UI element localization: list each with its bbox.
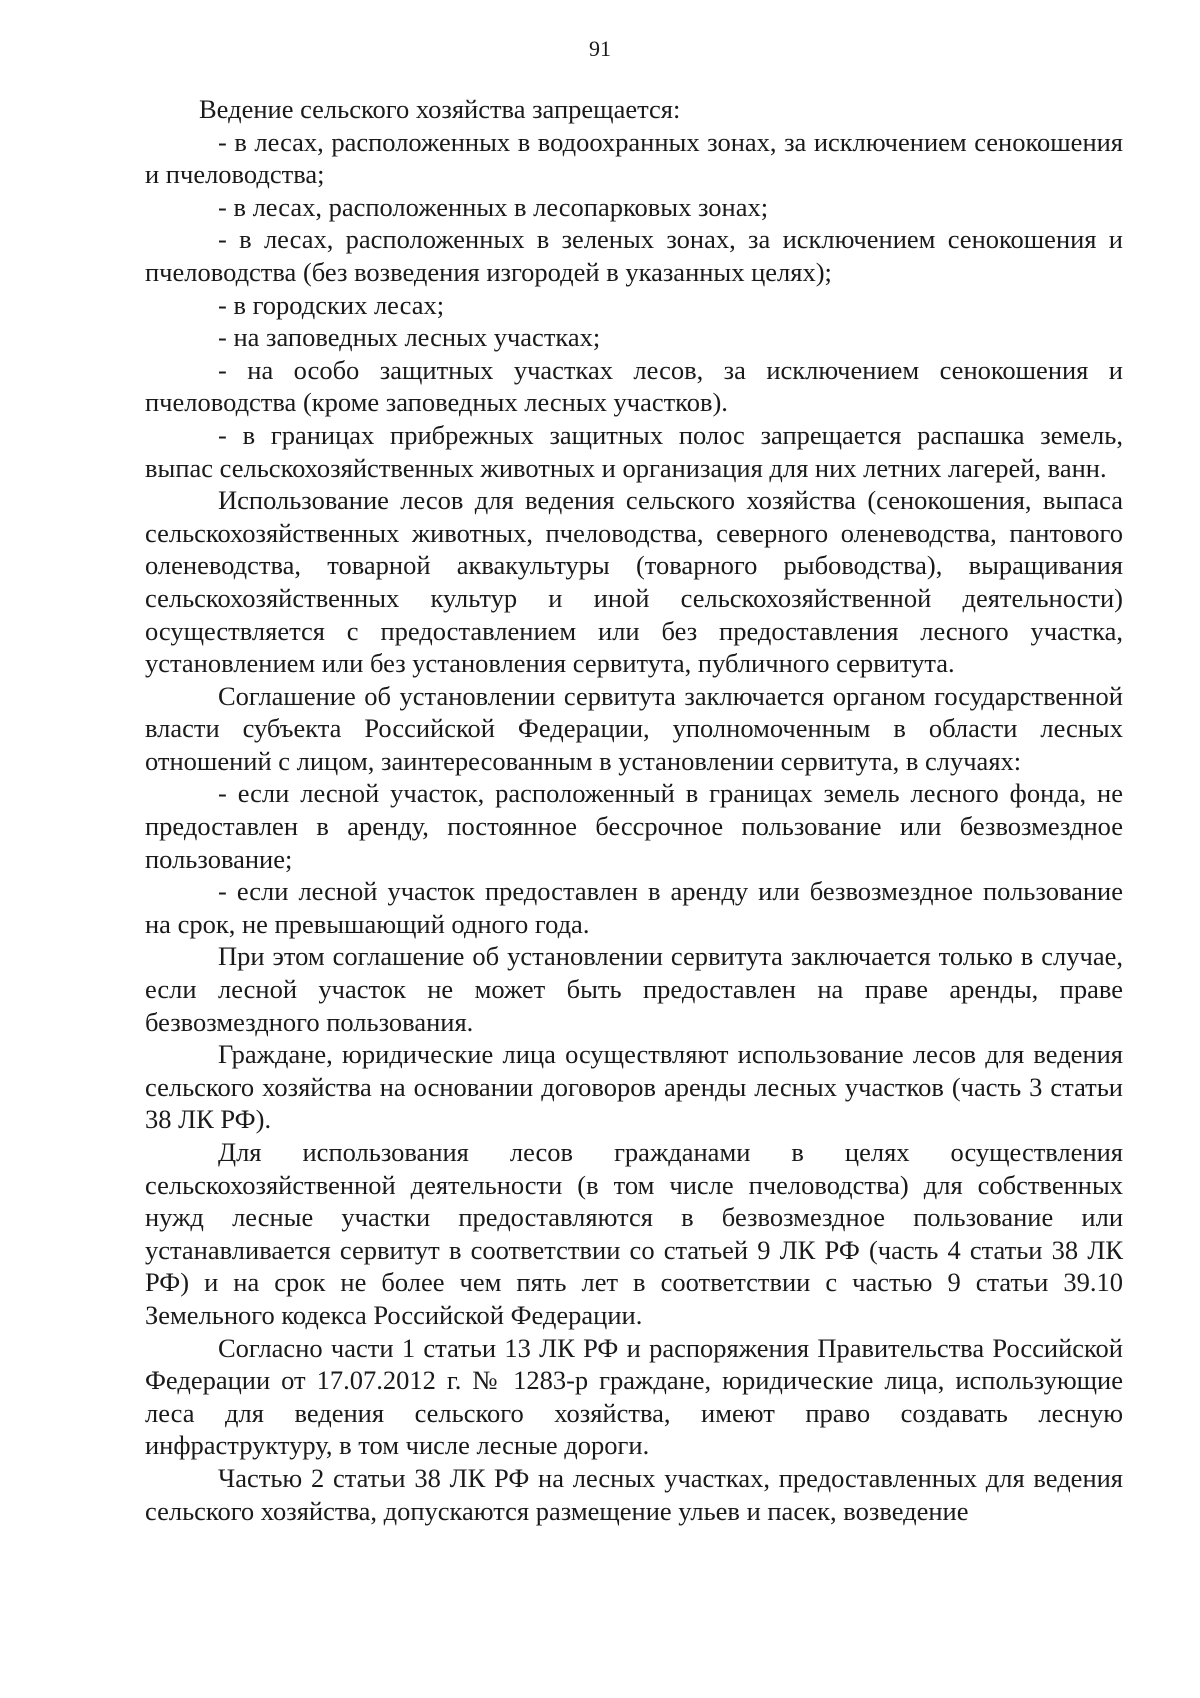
list-item-city-forests: - в городских лесах; [218,289,445,320]
list-item-water-protection: - в лесах, расположенных в водоохранных зонах, за исключением сенокошения и пчеловодства; [145,126,1123,190]
paragraph-citizens-use: Для использования лесов гражданами в целях осуществления сельскохозяйственной деятельности (в том числе пчеловодства) для собственных нужд лесные участки предоставляются в безвозмездное пользование или устанавливается сервитут в соответствии со статьей 9 ЛК РФ (часть 4 статьи 38 ЛК РФ) и на срок не более чем пять лет в соответствии с частью 9 статьи 39.10 Земельного кодекса Российской Федерации. [145,1137,1123,1330]
paragraph-servitude-condition: При этом соглашение об установлении сервитута заключается только в случае, если лесной участок не может быть предоставлен на праве аренды, праве безвозмездного пользования. [145,941,1123,1037]
list-item-protective-plots: - на особо защитных участках лесов, за исключением сенокошения и пчеловодства (кроме заповедных лесных участков). [145,354,1123,418]
paragraph-forest-use: Использование лесов для ведения сельского хозяйства (сенокошения, выпаса сельскохозяйственных животных, пчеловодства, северного оленеводства, пантового оленеводства, товарной аквакультуры (товарного рыбоводства), выращивания сельскохозяйственных культур и иной сельскохозяйственной деятельности) осуществляется с предоставлением или без предоставления лесного участка, установлением или без установления сервитута, публичного сервитута. [145,485,1123,679]
paragraph-infrastructure: Согласно части 1 статьи 13 ЛК РФ и распоряжения Правительства Российской Федерации от 17.07.2012 г. № 1283-р граждане, юридические лица, использующие леса для ведения сельского хозяйства, имеют право создавать лесную инфраструктуру, в том числе лесные дороги. [145,1332,1123,1461]
document-body [145,93,1123,1527]
paragraph-intro: Ведение сельского хозяйства запрещается: [199,94,681,124]
paragraph-lease-basis: Граждане, юридические лица осуществляют использование лесов для ведения сельского хозяйства на основании договоров аренды лесных участков (часть 3 статьи 38 ЛК РФ). [145,1039,1123,1135]
list-item-short-term: - если лесной участок предоставлен в аренду или безвозмездное пользование на срок, не превышающий одного года. [145,876,1123,939]
list-item-not-leased: - если лесной участок, расположенный в границах земель лесного фонда, не предоставлен в аренду, постоянное бессрочное пользование или безвозмездное пользование; [145,778,1123,874]
paragraph-beehives: Частью 2 статьи 38 ЛК РФ на лесных участках, предоставленных для ведения сельского хозяйства, допускаются размещение ульев и пасек, возведение [145,1462,1123,1526]
list-item-coastal-strips: - в границах прибрежных защитных полос запрещается распашка земель, выпас сельскохозяйственных животных и организация для них летних лагерей, ванн. [145,419,1123,483]
paragraph-servitude-agreement: Соглашение об установлении сервитута заключается органом государственной власти субъекта Российской Федерации, уполномоченным в области лесных отношений с лицом, заинтересованным в установлении сервитута, в случаях: [145,680,1123,776]
list-item-reserved-plots: - на заповедных лесных участках; [218,322,601,353]
list-item-forest-park: - в лесах, расположенных в лесопарковых зонах; [218,191,769,222]
list-item-green-zones: - в лесах, расположенных в зеленых зонах, за исключением сенокошения и пчеловодства (без возведения изгородей в указанных целях); [145,224,1123,287]
page-number: 91 [589,36,611,61]
